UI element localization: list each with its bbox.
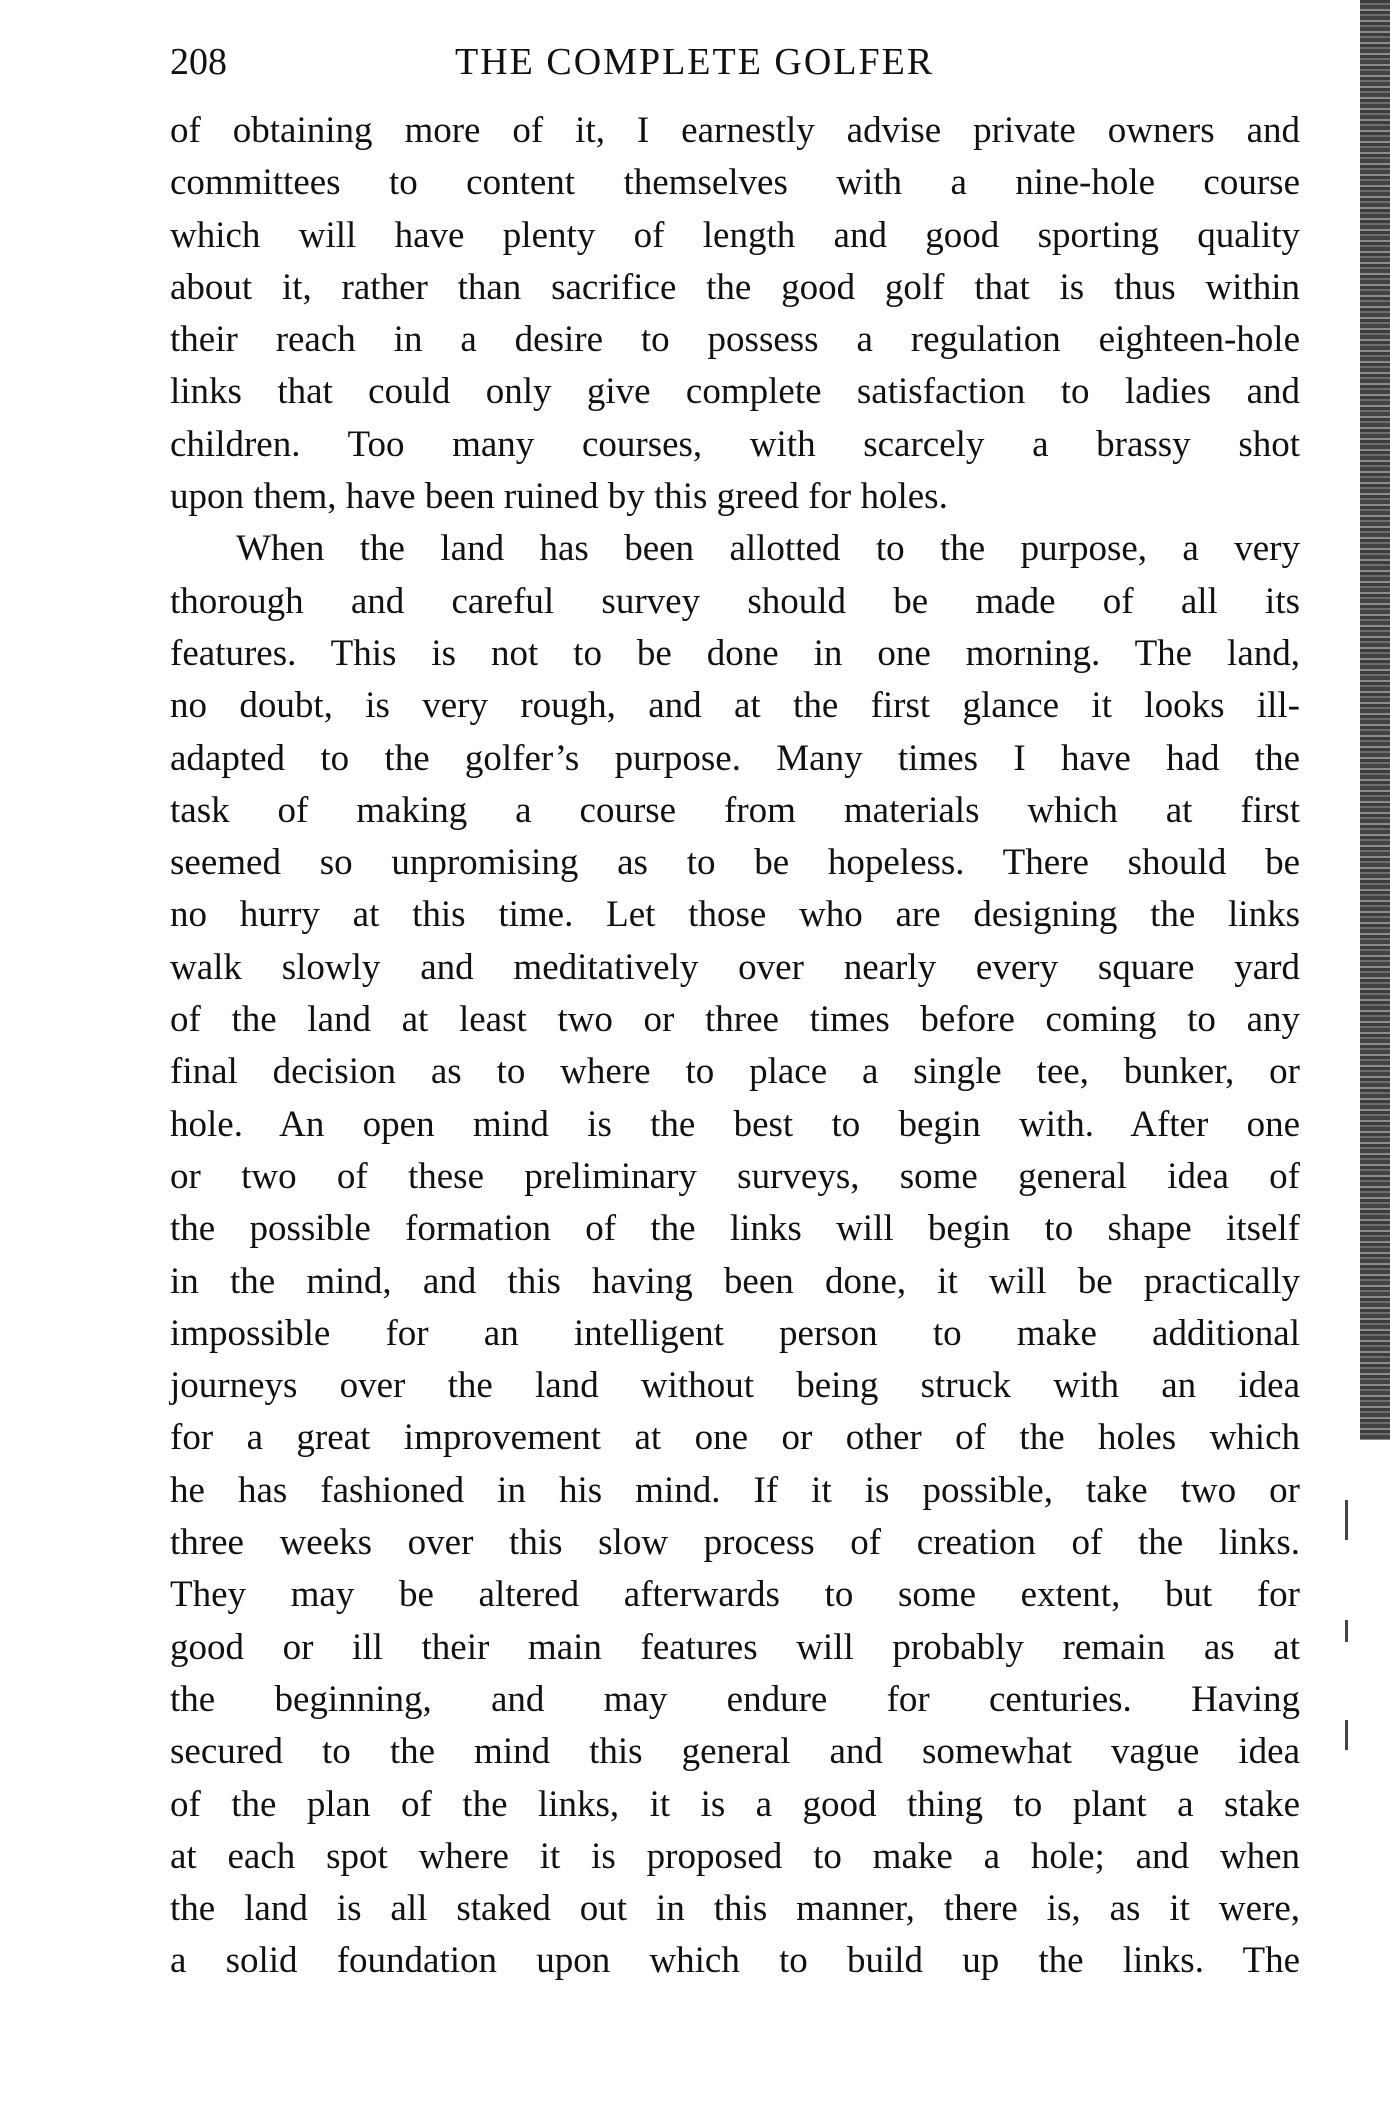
text-line: impossible for an intelligent person to make additional [170,1312,1300,1354]
text-line: at each spot where it is proposed to make a hole; and when [170,1835,1300,1877]
text-line: adapted to the golfer’s purpose. Many times I have had the [170,737,1300,779]
edge-speck [1345,1620,1348,1642]
text-line: no doubt, is very rough, and at the first glance it looks ill- [170,685,1300,727]
page-header [170,40,1310,90]
page-edge-shadow [1360,0,1390,1440]
text-line: thorough and careful survey should be made of all its [170,580,1300,622]
text-line: of obtaining more of it, I earnestly advise private owners and [170,110,1300,151]
text-line: about it, rather than sacrifice the good golf that is thus within [170,266,1300,308]
text-line: of the land at least two or three times before coming to any [170,999,1300,1041]
text-line: in the mind, and this having been done, it will be practically [170,1260,1300,1302]
text-line: They may be altered afterwards to some extent, but for [170,1574,1300,1616]
text-line: secured to the mind this general and somewhat vague idea [170,1731,1300,1773]
text-line: no hurry at this time. Let those who are designing the links [170,894,1300,936]
text-line: good or ill their main features will probably remain as at [170,1626,1300,1668]
text-line: the land is all staked out in this manner, there is, as it were, [170,1888,1300,1930]
text-line: journeys over the land without being struck with an idea [170,1365,1300,1407]
text-line: links that could only give complete satisfaction to ladies and [170,371,1300,413]
text-line: final decision as to where to place a single tee, bunker, or [170,1051,1300,1093]
text-line: committees to content themselves with a nine-hole course [170,162,1300,204]
text-line: which will have plenty of length and good sporting quality [170,214,1300,256]
text-line: a solid foundation upon which to build up the links. The [170,1940,1300,1982]
running-title: THE COMPLETE GOLFER [455,41,935,83]
text-line: seemed so unpromising as to be hopeless. There should be [170,842,1300,884]
text-line: upon them, have been ruined by this greed for holes. [170,476,948,518]
text-line: for a great improvement at one or other of the holes which [170,1417,1300,1459]
text-line: he has fashioned in his mind. If it is possible, take two or [170,1469,1300,1511]
text-line: When the land has been allotted to the purpose, a very [236,528,1300,570]
text-line: three weeks over this slow process of creation of the links. [170,1522,1300,1564]
text-line: task of making a course from materials which at first [170,789,1300,831]
text-line: features. This is not to be done in one morning. The land, [170,632,1300,674]
edge-speck [1345,1720,1348,1750]
text-line: their reach in a desire to possess a regulation eighteen-hole [170,319,1300,361]
text-line: or two of these preliminary surveys, some general idea of [170,1155,1300,1197]
text-line: walk slowly and meditatively over nearly every square yard [170,946,1300,988]
text-line: hole. An open mind is the best to begin with. After one [170,1103,1300,1145]
text-line: the possible formation of the links will begin to shape itself [170,1208,1300,1250]
body-text [170,105,1300,1988]
text-line: of the plan of the links, it is a good thing to plant a stake [170,1783,1300,1825]
page-number: 208 [170,41,227,83]
text-line: children. Too many courses, with scarcely a brassy shot [170,423,1300,465]
text-line: the beginning, and may endure for centuries. Having [170,1678,1300,1720]
edge-speck [1345,1500,1348,1540]
